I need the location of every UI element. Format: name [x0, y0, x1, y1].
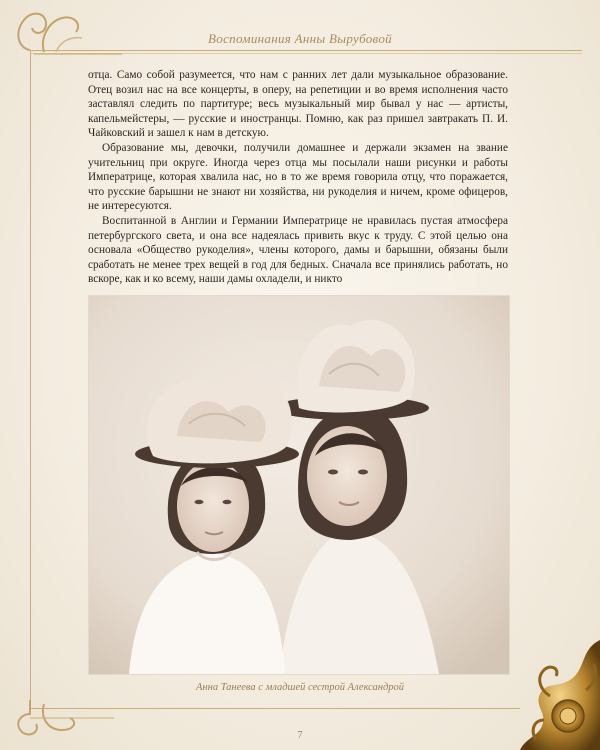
portrait-photograph [89, 296, 509, 674]
page-number: 7 [297, 730, 303, 741]
photo-caption: Анна Танеева с младшей сестрой Александрой [195, 682, 405, 693]
paragraph-2: Образование мы, девочки, получили домашнее и держали экзамен на звание учительниц при округе. Иногда через отца мы посылали наши рисунки и работы Императрице, которая хвалила нас, но в то же время говорила отцу, что поражается, что русские барышни не знают ни хозяйства, ни рукоделия и ничем, кроме офицеров, не интересуются. [88, 141, 508, 213]
portrait-photo-illustration [89, 296, 509, 674]
frame-left-rule [30, 50, 33, 710]
paragraph-3: Воспитанной в Англии и Германии Императрице не нравилась пустая атмосфера петербургского света, и она все надеялась привить вкус к труду. С этой целью она основала «Общество рукоделия», члены которого, дамы и барышни, обязаны были сработать не менее трех вещей в год для бедных. Сначала все принялись работать, но вскоре, как и ко всему, наши дамы охладели, и никто [88, 214, 508, 286]
body-text [88, 68, 508, 287]
paragraph-1: отца. Само собой разумеется, что нам с ранних лет дали музыкальное образование. Отец возил нас на все концерты, в оперу, на репетиции и во время исполнения часто заставлял следить по партитуре; весь музыкальный мир бывал у нас — артисты, капельмейстеры, — русские и иностранцы. Помню, как раз пришел завтракать П. И. Чайковский и зашел к нам в детскую. [88, 69, 508, 140]
running-header-title: Воспоминания Анны Вырубовой [208, 31, 392, 46]
